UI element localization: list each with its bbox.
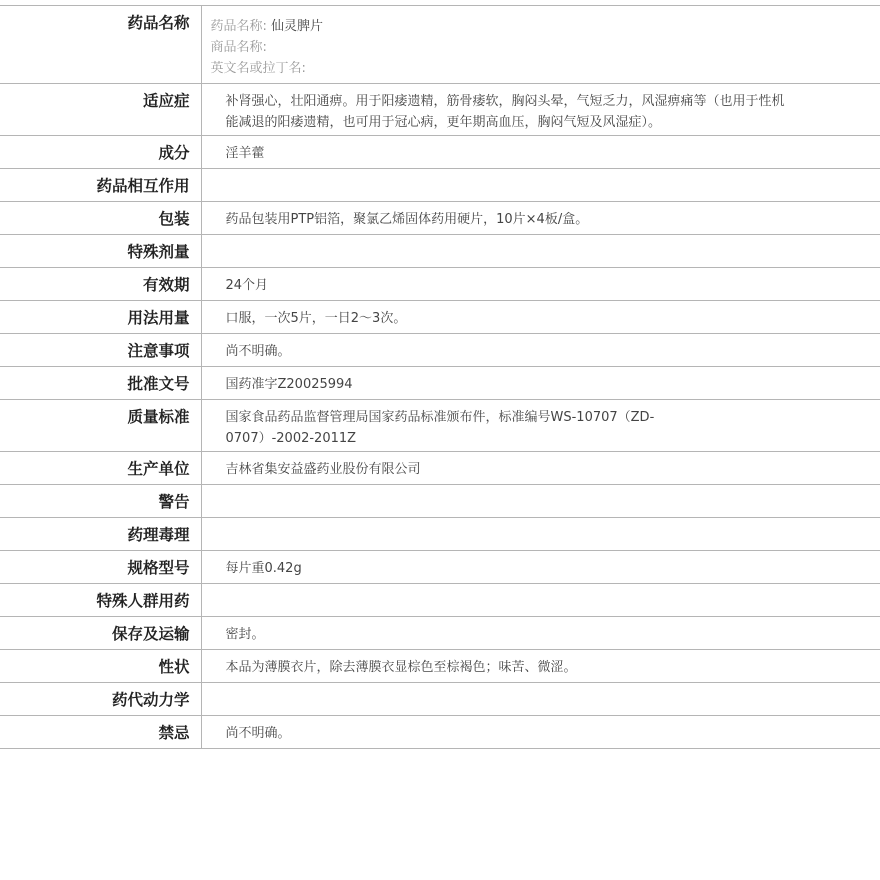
row-label: 禁忌 (0, 716, 201, 749)
row-label: 药品相互作用 (0, 169, 201, 202)
row-label: 质量标准 (0, 400, 201, 452)
english-name-line (211, 58, 880, 79)
row-label: 适应症 (0, 84, 201, 136)
name-block (201, 6, 880, 84)
row-special-dosage (0, 235, 880, 268)
row-value: 尚不明确。 (201, 716, 880, 749)
row-value (201, 169, 880, 202)
row-value: 本品为薄膜衣片，除去薄膜衣显棕色至棕褐色；味苦、微涩。 (201, 650, 880, 683)
row-dosage (0, 301, 880, 334)
row-appearance (0, 650, 880, 683)
row-quality-standard (0, 400, 880, 452)
row-label: 成分 (0, 136, 201, 169)
row-value: 淫羊藿 (201, 136, 880, 169)
row-label: 生产单位 (0, 452, 201, 485)
row-label: 特殊剂量 (0, 235, 201, 268)
row-label: 注意事项 (0, 334, 201, 367)
row-value: 每片重0.42g (201, 551, 880, 584)
row-label: 特殊人群用药 (0, 584, 201, 617)
row-label: 性状 (0, 650, 201, 683)
row-label: 包装 (0, 202, 201, 235)
row-special-populations (0, 584, 880, 617)
trade-name-line (211, 37, 880, 58)
drug-name-key: 药品名称: (210, 19, 267, 34)
drug-name-line (211, 16, 880, 37)
row-value (201, 400, 880, 452)
quality-standard-text: 国家食品药品监督管理局国家药品标准颁布件，标准编号WS-10707（ZD-0707）-2002-2011Z (225, 410, 655, 446)
row-value (201, 235, 880, 268)
drug-name-value: 仙灵脾片 (271, 19, 324, 34)
row-value (201, 584, 880, 617)
row-label: 药理毒理 (0, 518, 201, 551)
row-value: 24个月 (201, 268, 880, 301)
row-pharmacokinetics (0, 683, 880, 716)
row-value: 国药准字Z20025994 (201, 367, 880, 400)
row-specification (0, 551, 880, 584)
row-contraindications (0, 716, 880, 749)
row-packaging (0, 202, 880, 235)
trade-name-key: 商品名称: (210, 40, 267, 55)
row-value: 尚不明确。 (201, 334, 880, 367)
row-pharmacology (0, 518, 880, 551)
row-label: 有效期 (0, 268, 201, 301)
row-label: 药品名称 (0, 6, 201, 84)
row-manufacturer (0, 452, 880, 485)
row-label: 保存及运输 (0, 617, 201, 650)
row-value (201, 485, 880, 518)
row-storage (0, 617, 880, 650)
row-ingredients (0, 136, 880, 169)
row-approval-number (0, 367, 880, 400)
row-label: 批准文号 (0, 367, 201, 400)
row-precautions (0, 334, 880, 367)
row-shelf-life (0, 268, 880, 301)
row-label: 警告 (0, 485, 201, 518)
row-value: 吉林省集安益盛药业股份有限公司 (201, 452, 880, 485)
row-label: 药代动力学 (0, 683, 201, 716)
row-warning (0, 485, 880, 518)
row-value (201, 518, 880, 551)
row-label: 规格型号 (0, 551, 201, 584)
row-drug-name (0, 6, 880, 84)
row-indication (0, 84, 880, 136)
row-value: 药品包装用PTP铝箔，聚氯乙烯固体药用硬片，10片×4板/盒。 (201, 202, 880, 235)
drug-spec-table (0, 5, 880, 749)
row-value: 口服，一次5片，一日2～3次。 (201, 301, 880, 334)
row-value: 密封。 (201, 617, 880, 650)
row-interactions (0, 169, 880, 202)
row-label: 用法用量 (0, 301, 201, 334)
row-value (201, 683, 880, 716)
english-name-key: 英文名或拉丁名: (210, 61, 306, 76)
indication-text: 补肾强心，壮阳通痹。用于阳痿遗精，筋骨痿软，胸闷头晕，气短乏力，风湿痹痛等（也用于性机能减退的阳痿遗精，也可用于冠心病，更年期高血压，胸闷气短及风湿症）。 (225, 94, 785, 130)
row-value (201, 84, 880, 136)
